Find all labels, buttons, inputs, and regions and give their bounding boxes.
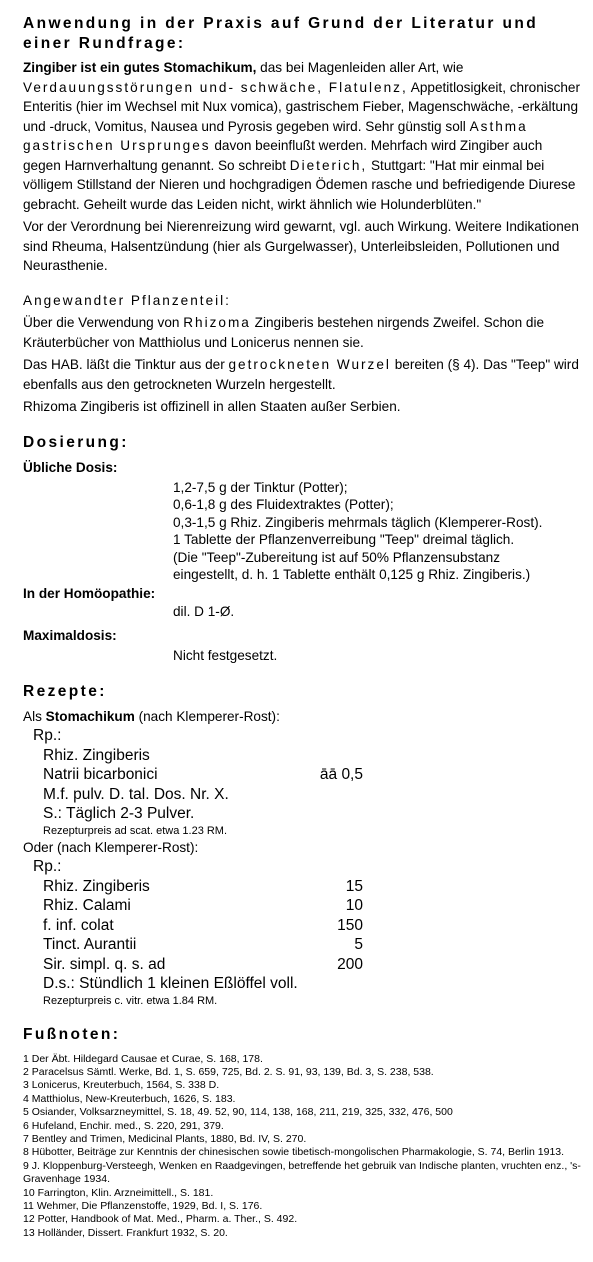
footnote: 7 Bentley and Trimen, Medicinal Plants, 1880, Bd. IV, S. 270. <box>23 1132 307 1145</box>
intro-spaced-2: Asthma gastrischen Ursprunges <box>23 118 528 153</box>
footnote: 3 Lonicerus, Kreuterbuch, 1564, S. 338 D. <box>23 1079 220 1092</box>
intro-text-1: das bei Magenleiden aller Art, wie <box>256 60 464 75</box>
intro-text-4: Stuttgart: "Hat mir einmal bei völligem Stillstand der Nieren und hochgradigen Ödemen rasche und befriedigende Diurese gebracht. Geheilt wurde das Leiden nicht, wirkt ähnlich wie Holunderblüten." <box>23 157 576 212</box>
dose-line: 0,6-1,8 g des Fluidextraktes (Potter); <box>173 497 394 512</box>
recipe-1-post: (nach Klemperer-Rost): <box>134 708 280 724</box>
footnote: 6 Hufeland, Enchir. med., S. 220, 291, 379. <box>23 1119 224 1132</box>
intro-spaced-1: Verdauungsstörungen und- schwäche, Flatulenz, <box>23 79 408 95</box>
section-heading-footnotes: Fußnoten: <box>23 1025 121 1043</box>
ingredient-name: Tinct. Aurantii <box>43 936 137 953</box>
plant-paragraph-2 <box>23 355 583 394</box>
section-heading-recipes: Rezepte: <box>23 682 107 700</box>
max-dose-value: Nicht festgesetzt. <box>173 648 278 663</box>
homeopathy-label: In der Homöopathie: <box>23 585 156 601</box>
recipe-1-bold: Stomachikum <box>45 708 135 724</box>
homeopathy-value: dil. D 1-Ø. <box>173 603 235 619</box>
ingredient-name: Rhiz. Zingiberis <box>43 877 150 895</box>
recipe-2-intro: Oder (nach Klemperer-Rost): <box>23 839 199 855</box>
ingredient-name: Rhiz. Calami <box>43 897 131 914</box>
plant-paragraph-3: Rhizoma Zingiberis ist offizinell in allen Staaten außer Serbien. <box>23 399 401 414</box>
section-heading-plant-part: Angewandter Pflanzenteil: <box>23 292 231 308</box>
plant-p1-b: Zingiberis bestehen nirgends Zweifel. Schon die Kräuterbücher von Matthiolus und Lonicerus nennen sie. <box>23 315 545 350</box>
recipe-2-ingredient <box>43 916 363 936</box>
ingredient-amount: 15 <box>345 877 363 895</box>
footnote: 1 Der Äbt. Hildegard Causae et Curae, S. 168, 178. <box>23 1052 263 1065</box>
intro-text-2: Appetitlosigkeit, chronischer Enteritis (hier im Wechsel mit Nux vomica), gastrischem Fieber, Magenschwäche, -erkältung und -druck, Vomitus, Nausea und Pyrosis gegeben wird. Sehr günstig soll <box>23 79 581 134</box>
plant-p2-b: bereiten (§ 4). Das "Teep" wird ebenfalls aus den getrockneten Wurzeln hergestellt. <box>23 357 579 392</box>
recipe-2-ingredient <box>43 955 363 975</box>
recipe-2-line: D.s.: Stündlich 1 kleinen Eßlöffel voll. <box>43 975 298 992</box>
intro-text-3: davon beeinflußt werden. Mehrfach wird Zingiber auch gegen Harnverhaltung genannt. So schreibt <box>23 138 543 173</box>
recipe-2-ingredient <box>43 877 363 897</box>
ingredient-name: Sir. simpl. q. s. ad <box>43 955 166 973</box>
footnote: 5 Osiander, Volksarzneymittel, S. 18, 49. 52, 90, 114, 138, 168, 211, 219, 325, 332, 476, 500 <box>23 1106 453 1119</box>
max-dose-label: Maximaldosis: <box>23 628 117 643</box>
recipe-1-body <box>43 746 583 838</box>
dose-line: 1 Tablette der Pflanzenverreibung "Teep" dreimal täglich. <box>173 532 515 547</box>
ingredient-name: Rhiz. Zingiberis <box>43 746 150 764</box>
usual-dose-list <box>173 479 583 584</box>
footnote: 9 J. Kloppenburg-Versteegh, Wenken en Raadgevingen, betreffende het gebruik van Indische planten, vruchten enz., 's-Gravenhage 1934. <box>23 1159 581 1186</box>
plant-p2-spaced: getrockneten Wurzel <box>228 357 391 372</box>
recipe-1-price: Rezepturpreis ad scat. etwa 1.23 RM. <box>43 824 228 837</box>
recipe-1-intro <box>23 707 583 727</box>
plant-paragraph-1 <box>23 313 583 352</box>
plant-p1-spaced: Rhizoma <box>183 315 251 330</box>
plant-p2-a: Das HAB. läßt die Tinktur aus der <box>23 357 229 372</box>
recipe-2-ingredient <box>43 896 363 916</box>
section-heading-application: Anwendung in der Praxis auf Grund der Literatur und einer Rundfrage: <box>23 15 539 52</box>
recipe-1-ingredient <box>43 746 363 766</box>
dose-line: 0,3-1,5 g Rhiz. Zingiberis mehrmals täglich (Klemperer-Rost). <box>173 514 543 530</box>
footnote: 11 Wehmer, Die Pflanzenstoffe, 1929, Bd. I, S. 176. <box>23 1199 263 1212</box>
recipe-2-price: Rezepturpreis c. vitr. etwa 1.84 RM. <box>43 994 218 1007</box>
indications-paragraph: Vor der Verordnung bei Nierenreizung wird gewarnt, vgl. auch Wirkung. Weitere Indikationen sind Rheuma, Halsentzündung (hier als Gurgelwasser), Unterleibsleiden, Pollutionen und Neurasthenie. <box>23 219 579 273</box>
ingredient-name: f. inf. colat <box>43 916 114 934</box>
footnote: 8 Hübotter, Beiträge zur Kenntnis der chinesischen sowie tibetisch-mongolischen Pharmakologie, S. 74, Berlin 1913. <box>23 1146 565 1159</box>
footnote-list <box>23 1053 583 1241</box>
recipe-1-ingredient <box>43 765 363 785</box>
ingredient-amount: 150 <box>337 916 363 934</box>
ingredient-amount: 10 <box>345 897 363 914</box>
footnote: 10 Farrington, Klin. Arzneimittell., S. 181. <box>23 1186 214 1199</box>
plant-p1-a: Über die Verwendung von <box>23 315 184 330</box>
recipe-1-line: S.: Täglich 2-3 Pulver. <box>43 805 195 822</box>
recipe-1-rp: Rp.: <box>33 727 62 744</box>
usual-dose-label: Übliche Dosis: <box>23 459 118 475</box>
recipe-2-ingredient <box>43 935 363 955</box>
dose-line: eingestellt, d. h. 1 Tablette enthält 0,125 g Rhiz. Zingiberis.) <box>173 567 531 582</box>
footnote: 4 Matthiolus, New-Kreuterbuch, 1626, S. 183. <box>23 1092 236 1105</box>
ingredient-amount <box>303 746 363 766</box>
ingredient-amount: āā 0,5 <box>319 766 363 783</box>
recipe-1-pre: Als <box>23 708 46 724</box>
section-heading-dosage: Dosierung: <box>23 433 129 451</box>
ingredient-amount: 5 <box>354 936 363 953</box>
intro-paragraph <box>23 58 583 214</box>
recipe-1-line: M.f. pulv. D. tal. Dos. Nr. X. <box>43 785 229 803</box>
dose-line: 1,2-7,5 g der Tinktur (Potter); <box>173 479 348 495</box>
recipe-2-body <box>43 877 583 1008</box>
intro-bold: Zingiber ist ein gutes Stomachikum, <box>23 60 257 75</box>
ingredient-amount: 200 <box>337 955 363 973</box>
ingredient-name: Natrii bicarbonici <box>43 766 158 783</box>
footnote: 12 Potter, Handbook of Mat. Med., Pharm. a. Ther., S. 492. <box>23 1213 298 1226</box>
recipe-2-rp: Rp.: <box>33 858 62 875</box>
dose-line: (Die "Teep"-Zubereitung ist auf 50% Pflanzensubstanz <box>173 549 501 565</box>
intro-spaced-3: Dieterich, <box>289 157 368 173</box>
footnote: 13 Holländer, Dissert. Frankfurt 1932, S. 20. <box>23 1226 228 1239</box>
footnote: 2 Paracelsus Sämtl. Werke, Bd. 1, S. 659, 725, Bd. 2. S. 91, 93, 139, Bd. 3, S. 238, 538. <box>23 1065 434 1078</box>
